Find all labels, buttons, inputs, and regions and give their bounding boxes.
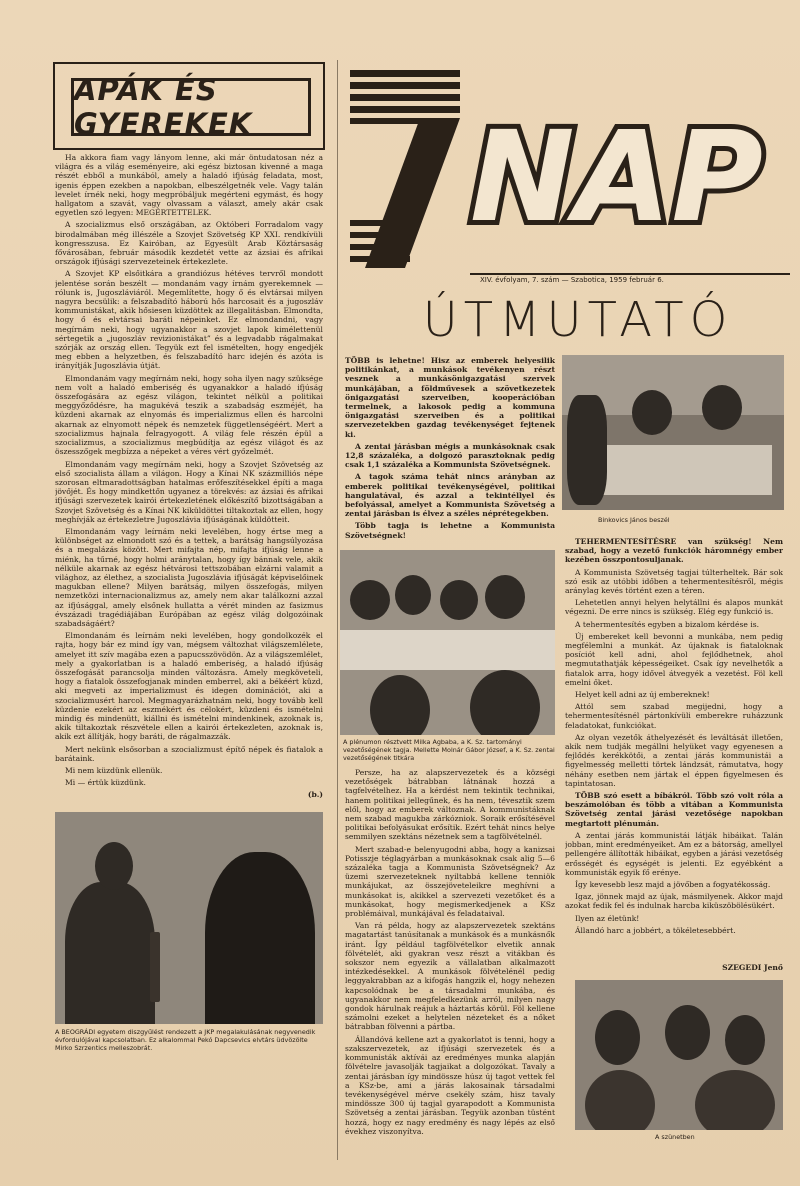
left-paragraph: Elmondanám vagy megírnám neki, hogy soha ilyen nagy szüksége nem volt a haladó emberiség és ugyanakkor a haladó ifjúság összefogására az egész világon, tekintet nélkül a politikai meggyőződésre, ha magukévá teszik a szabadság eszméjét, ha küzdeni akarnak az elnyomás és imperializmus ellen és harcolni akarnak az elnyomott népek és nemzetek függetlenségéért. Mert a szocializmus hajnala felragyogott. A világ fele részén épül a szocializmus, a szocializmus megbúdítja az egész világot és az öszesszőgek megbízza a népeket a véres vért győzelmét.: [55, 373, 323, 457]
left-paragraph: Mi — értük küzdünk.: [65, 778, 146, 788]
left-paragraph: Ha akkora fiam vagy lányom lenne, aki már öntudatosan néz a világra és a világ eseményeire, aki egész biztosan kivenné a maga részét ebből a munkából, amely a haladó ifjúság feladata, most, igenis éppen ezekben a napokban, elbeszélgetnék vele. Vagy talán levelet írnék neki, hogy megpróbáljuk megérteni egymást, és hogy hallgatom a szavát, vagy olvassam a választ, amely akár csak egyetlen szó legyen: MEGÉRTETTELEK.: [55, 153, 323, 218]
article-title-inner: [71, 73, 311, 141]
headline: ÚTMUTATÓ: [422, 292, 734, 348]
right-paragraph: TEHERMENTESÍTÉSRE van szükség! Nem szabad, hogy a vezető funkciók háromnégy ember kezében összpontosuljanak.: [565, 537, 783, 565]
photo-speaker: [562, 355, 784, 510]
left-paragraph: A szocializmus első országában, az Októberi Forradalom vagy birodalmában még illészéle a Szovjet Szövetség KP XXI. rendkívüli kongresszusa. Ez Kairóban, az Egyesült Arab Köztársaság fővárosában, február második kezdetét vette az ázsiai és afrikai országok ifjúsági szervezeteinek értekezlete.: [55, 220, 323, 267]
break-photo-caption: A szünetben: [655, 1133, 695, 1141]
left-paragraph: Elmondanám és leírnám neki levelében, hogy gondolkozék el rajta, hogy bár ez mind így van, mégsem változhat világszemlélete, amelyet itt szív magába ezen a papucsszövödön. Az a világszemlélet, mely a gyakorlatban is a haladó emberiség, a haladó ifjúság összefogását parancsolja minden változásra. Amely megköveteli, hogy a fiatalok összefogjanak minden emberrel, aki a békéért küzd, aki megveti az imperializmust és idegen dominációt, aki a szocializmusért harcol. Megmagyarázhatnám neki, hogy tovább kell küzdenie ezekért az eszmékért és célokért, küzdeni és ismételni mindig és mindenütt, kiállni és ismételni mindenkinek, azoknak is, akik tiltakoztak részvétele ellen a kairói értekezleten, azoknak is, akik ezt állítják, hogy baráti, de rágalmazzák.: [55, 631, 323, 742]
column-divider: [337, 60, 338, 1160]
right-paragraph: Így kevesebb lesz majd a jövőben a fogyatékosság.: [575, 879, 771, 889]
right-paragraph: A zentai járás kommunistái látják hibáikat. Talán jobban, mint eredményeiket. Am ez a bátorság, amellyel pellengére állították hibáikat, egyben a járási vezetőség erősségét és egységét is jelenti. Ez egyébként a kommunisták egyik fő erénye.: [565, 830, 783, 877]
right-paragraph: Állandó harc a jobbért, a tökéletesebbért.: [575, 925, 736, 935]
right-paragraph: Az olyan vezetők áthelyezését és leváltását illetően, akik nem tudják megállni helyüket vagy egyenesen a fejlődés kerékkötői, a zentai járás kommunistái a figyelmesség melletti törtek lándzsát, rámutatva, hogy néhány esetben nem jártak el éppen figyelmesen és tapintatosan.: [565, 732, 783, 788]
left-paragraph: Mert nekünk elsősorban a szocializmust építő népek és fiatalok a barátaink.: [55, 744, 323, 763]
right-paragraph: TÖBB szó esett a bíbákról. Több szó volt róla a beszámolóban és több a vitában a Kommunista Szövetség zentai járási vezetősége napokban megtartott plénumán.: [565, 791, 783, 828]
mid-paragraph: Állandóvá kellene azt a gyakorlatot is tenni, hogy a szakszervezetek, az ifjúsági szervezetek és a kommunisták aktívái az eredményes munka alapján fölvételre javasolják tagjaikat a dolgozókat. Tavaly a zentai járásban így mindössze húsz új tagot vettek fel a KSz-be, ami a járás lakosainak társadalmi tevékenységével mérve csekély szám, hisz tavaly mindössze 300 új tagjal gyarapodott a Kommunista Szövetség a zentai járásban. Tegyük azonban tüstént hozzá, hogy ez nagy eredmény és nagy lépés az első évekhez viszonyítva.: [345, 1034, 555, 1136]
middle-article-body: [345, 768, 555, 1176]
left-photo-caption: A BEOGRÁDI egyetem diszgyűlést rendezett a JKP megalakulásának negyvenedik évfordulójával kapcsolatban. Ez alkalommal Pekó Dapcsevics elvtárs üdvözölte Mirko Szrzentics melleszobrát.: [55, 1028, 316, 1052]
masthead-rule: [470, 273, 790, 275]
mid-paragraph: Több tagja is lehetne a Kommunista Szövetségnek!: [345, 521, 555, 540]
plenum-photo-caption: A plénumon résztvett Milka Agbaba, a K. Sz. tartományi vezetőségének tagja. Mellette Molnár Gábor József, a K. Sz. zentai vezetőségének titkára: [343, 738, 555, 762]
left-signature: (b.): [307, 790, 323, 800]
left-paragraph: Elmondanám vagy megírnám neki, hogy a Szovjet Szövetség az első szocialista állam a világon. Hogy a Kínai NK százmilliós népe szorosan eltmaradottságban hatalmas erőfeszítésekkel építi a maga jövőjét. És hogy mindkettőn ugyanez a törekvés: az ázsiai és afrikai ifjúsági szervezetek kairói értekezletének előkészítő bizottságában a Szovjet Szövetség és a Kínai NK kiküldöttei tiltakoztak az ellen, hogy meghívják az értekezletre Jugoszlávia ifjúságának küldötteit.: [55, 459, 323, 524]
right-paragraph: Lehetetlen annyi helyen helytállni és alapos munkát végezni. De erre nincs is szükség. Elég egy funkció is.: [565, 598, 783, 617]
right-paragraph: A Kommunista Szövetség tagjai túlterheltek. Bár sok szó esik az utóbbi időben a tehermentesítésről, mégis aránylag kevés történt ezen a téren.: [565, 567, 783, 596]
mid-paragraph: Persze, ha az alapszervezetek és a községi vezetőségek bátrabban látnának hozzá a tagfelvételhez. Ha a kérdést nem tekintik technikai, hanem politikai jellegűnek, és ha nem, tévesztik szem elől, hogy az emberek változnak. A kommunistáknak nem szabad magukba zárkózniok. Soraik erősítésével politikai befolyásukat erősítik. Ezért tehát nincs helye semmilyen szektáns nézetnek sem a tagfölvételnél.: [345, 768, 555, 842]
right-signature: SZEGEDI Jenő: [722, 963, 783, 972]
left-article-body: [55, 153, 323, 808]
mid-paragraph: Mert szabad-e belenyugodni abba, hogy a kanizsai Potisszje téglagyárban a munkásoknak csak alig 5—6 százaléka tagja a Kommunista Szövetségnek? Az üzemi szervezeteknek nyiltabbá kellene tenniök munkájukat, az összejöveteleikre meghívni a munkásokat is, akikkel a szervezeti vezetőket és a munkásokat, hogy megismerkedjenek a KSz problémáival, munkájával és feladataival.: [345, 844, 555, 919]
photo-university-assembly: [55, 812, 323, 1024]
mid-paragraph: A tagok száma tehát nincs arányban az emberek politikai tevékenységével, politikai hangulatával, és azzal a tekintéllyel és befolyással, amelyet a Kommunista Szövetség a zentai járásban is élvez a széles néprétegekben.: [345, 472, 555, 519]
right-paragraph: Ilyen az életünk!: [575, 913, 640, 923]
right-paragraph: Igaz, jönnek majd az újak, másmilyenek. Akkor majd azokat fedik fel és indulnak harcba kiküszöbölésükért.: [565, 892, 783, 911]
mid-paragraph: A zentai járásban mégis a munkásoknak csak 12,8 százaléka, a dolgozó parasztoknak pedig csak 1,1 százaléka a Kommunista Szövetségnek.: [345, 441, 555, 470]
logo-text: NAP: [470, 105, 763, 250]
mid-paragraph: Van rá példa, hogy az alapszervezetek szektáns magatartást tanúsítanak a munkások és a munkásnők iránt. Így például tagfölvételkor elvetik annak fölvételét, aki gyakran vesz részt a vitákban és sokszor nem egyezik a vállalatban alkalmazott intézkedésekkel. A munkások fölvételénél pedig leggyakrabban az a kifogás hangzik el, hogy nehezen kapcsolódnak be a társadalmi munkába, és ugyanakkor nem megfeledkezünk arról, milyen nagy gondok hárulnak reájuk a háztartás körül. Föl kellene számolni ezeket a helytelen nézeteket és a nőket bátrabban fölvenni a pártba.: [345, 921, 555, 1032]
seven-logo-stripes: [350, 70, 460, 268]
left-paragraph: Elmondanám vagy leírnám neki levelében, hogy értse meg a különbséget az elmondott szó és a tettek, a barátság hangsúlyozása és a megalázás között. Mert mifajta nép, mifajta ifjúság lenne a miénk, ha tűrné, hogy holmi aránytalan, hogy így bánnak vele, akik nélküle akarnak az egész hétvárosi tettszobában elzárni valamit a világhoz, az élethez, a szocialista Jugoszlávia ifjúságát képviselőinek magukban ellene? Milyen barátság, milyen összefogás, milyen nemzetközi internacionalizmus az, amely nem akar találkozni azzal az ifjúsággal, amely elsőnek hullatta a vérét minden az fasizmus évszázadi tragédiájában Európában az egész világ dolgozóinak szabadságáért?: [55, 526, 323, 628]
left-paragraph: Mi nem küzdünk ellenük.: [65, 766, 163, 775]
article-title: APÁK ÉS GYEREKEK: [74, 73, 253, 141]
right-paragraph: A tehermentesítés egyben a bizalom kérdése is.: [575, 619, 760, 629]
right-paragraph: Helyet kell adni az új embereknek!: [575, 690, 710, 700]
speaker-photo-caption: Binkovics János beszél: [598, 516, 670, 524]
middle-article-intro: [345, 356, 555, 552]
masthead-issue-info: XIV. évfolyam, 7. szám — Szabotica, 1959 február 6.: [480, 276, 664, 284]
masthead-logo: [350, 70, 790, 268]
article-title-frame: [53, 62, 325, 150]
left-paragraph: A Szovjet KP elsőitkára a grandiózus hétéves tervről mondott jelentése során beszélt — mondanám vagy írnám gyerekemnek — rólunk is, Jugoszláviáról. Megemlítette, hogy ő és elvtársai milyen nagyra becsülik: a felszabadító háború hős harcosait és a jugoszláv kommunistákat, akik hősiesen küzdöttek az illegalitásban. Elmondta, hogy ő és elvtársai baráti népeinket. Ez elmondandni, vagy megírnám neki, hogy ugyanakkor a szovjet lapok kimélettenül sértegetik a „jugoszláv revizionistákat” és a legvadabb rágalmakat szórják az ország ellen. Tegyük ezt fel ismételten, hogy engedjék meg ebben a helyzetben, és felszabadító harc idején és azóta is irányítják Jugoszlávia útját.: [55, 269, 323, 371]
right-paragraph: Új embereket kell bevonni a munkába, nem pedig megfélemlni a munkát. Az újaknak is fiataloknak posíciót kell adni, ahol fejlődhetnek, ahol megmutathatják képességeiket. Csak így nevelhetők a fiatalok arra, hogy idővel átvegyék a vezetést. Föl kell emelni őket.: [565, 631, 783, 687]
photo-plenum: [340, 550, 555, 735]
photo-break: [575, 980, 783, 1130]
right-paragraph: Attól sem szabad megijedni, hogy a tehermentesítésnél pártonkívüli emberekre ruházzunk feladatokat, funkciókat.: [565, 702, 783, 730]
right-article-body: [565, 537, 783, 977]
mid-paragraph: TÖBB is lehetne! Hisz az emberek helyesilik politikánkat, a munkások tevékenyen részt vesznek a munkásönigazgatási szervek munkájában, a földművesek a szövetkezetek önigazgatási szerveiben, kooperációban termelnek, a lakosok pedig a kommuna önigazgatási szerveiben és a politikai szervezetekben gazdag tevékenységet fejtenek ki.: [345, 356, 555, 439]
